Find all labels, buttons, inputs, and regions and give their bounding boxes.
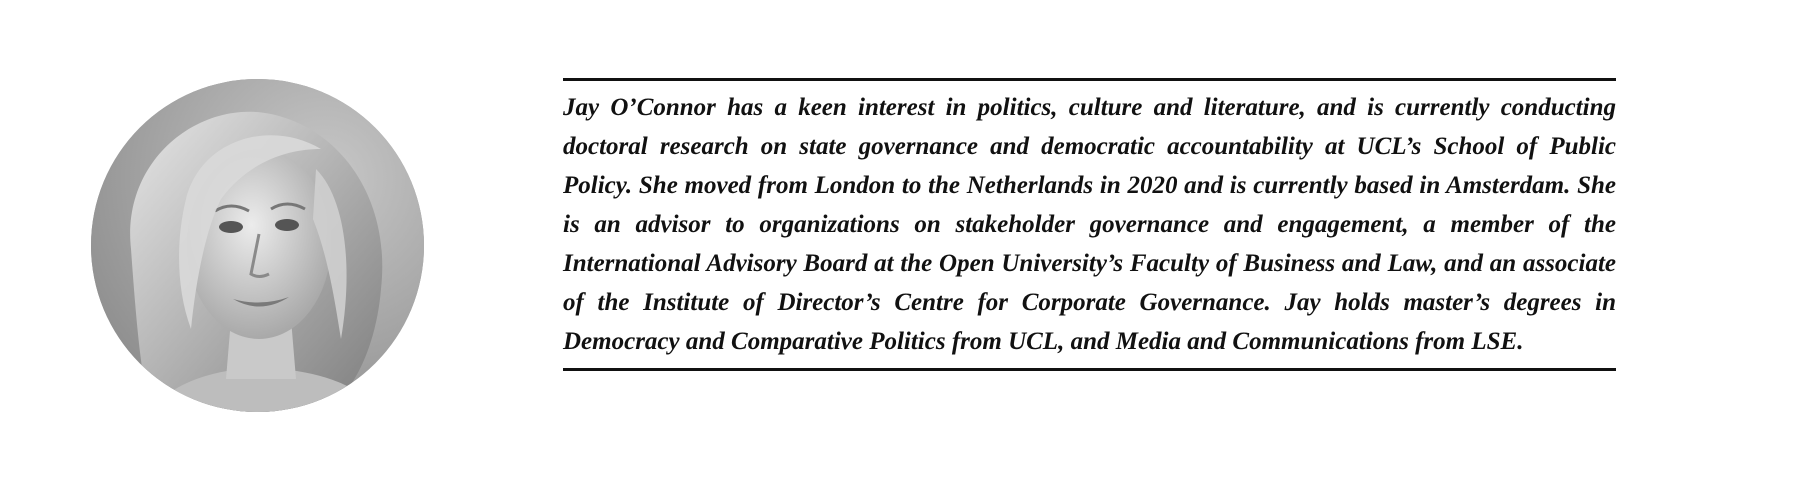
top-rule — [563, 78, 1616, 81]
person-photo-icon — [91, 79, 424, 412]
bio-block — [563, 78, 1616, 371]
bottom-rule — [563, 368, 1616, 371]
author-portrait — [91, 79, 424, 412]
bio-paragraph: Jay O’Connor has a keen interest in politics, culture and literature, and is currently conducting doctoral research on state governance and democratic accountability at UCL’s School of Public Policy. She moved from London to the Netherlands in 2020 and is currently based in Amsterdam. She is an advisor to organizations on stakeholder governance and engagement, a member of the International Advisory Board at the Open University’s Faculty of Business and Law, and an associate of the Institute of Director’s Centre for Corporate Governance. Jay holds master’s degrees in Democracy and Comparative Politics from UCL, and Media and Communications from LSE. — [563, 94, 1616, 355]
